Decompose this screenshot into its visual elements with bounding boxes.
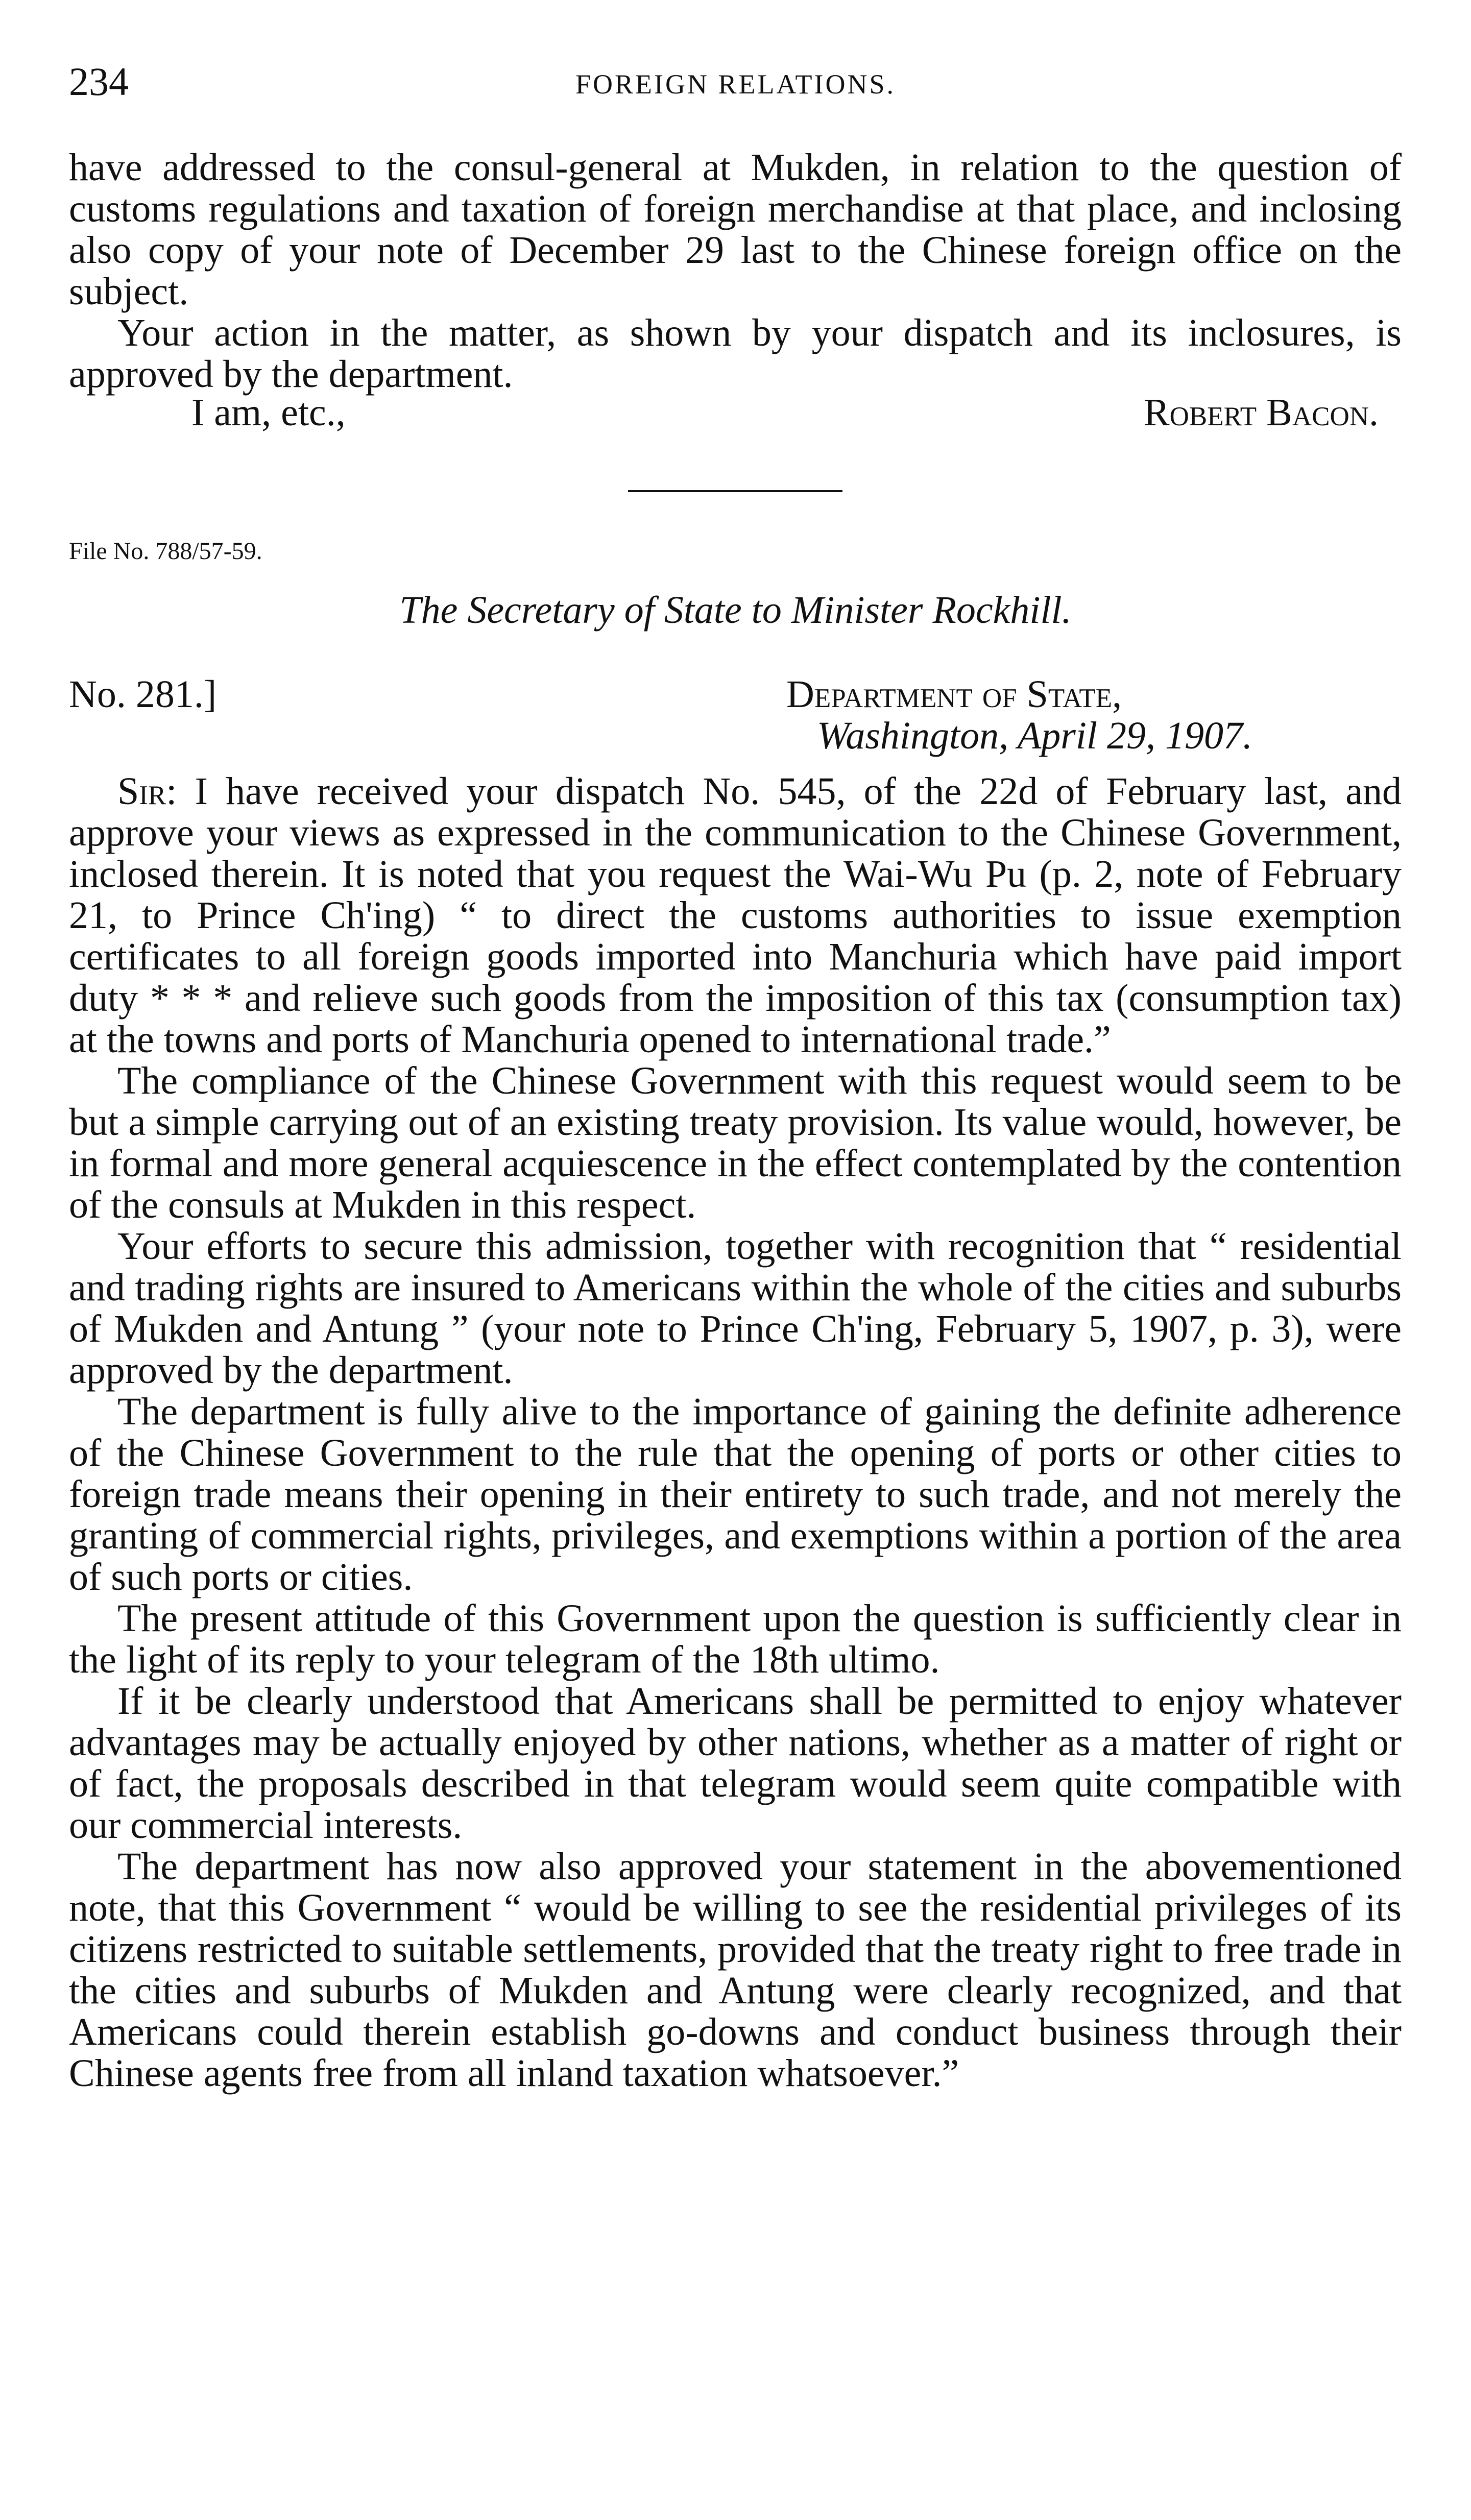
letter-paragraph-1-text: I have received your dispatch No. 545, of the 22d of February last, and approve your views as expressed in the communication to the Chinese Government, inclosed therein. It is noted that you request the Wai-Wu Pu (p. 2, note of February 21, to Prince Ch'ing) “ to direct the customs authorities to issue exemption certificates to all foreign goods imported into Manchuria which have paid import duty * * * and relieve such goods from the imposition of this tax (consumption tax) at the towns and ports of Manchuria opened to international trade.” <box>69 770 1402 1061</box>
previous-letter-body <box>69 147 1402 395</box>
salutation-word: Sir: <box>117 770 177 813</box>
letter-paragraph-2: The compliance of the Chinese Government with this request would seem to be but a simple carrying out of an existing treaty provision. Its value would, however, be in formal and more general acquiescence in the effect contemplated by the contention of the consuls at Mukden in this respect. <box>69 1059 1402 1226</box>
section-divider <box>628 490 842 492</box>
letter-paragraph-4: The department is fully alive to the importance of gaining the definite adherence of the Chinese Government to the rule that the opening of ports or other cities to foreign trade means their opening in their entirety to such trade, and not merely the granting of commercial rights, privileges, and exemptions within a portion of the area of such ports or cities. <box>69 1390 1402 1598</box>
letter-body <box>69 771 1402 2094</box>
dateline <box>786 674 1252 757</box>
letter-paragraph-6: If it be clearly understood that Americans shall be permitted to enjoy whatever advantages may be actually enjoyed by other nations, whether as a matter of right or of fact, the proposals described in that telegram would seem quite compatible with our commercial interests. <box>69 1680 1402 1847</box>
page-number: 234 <box>69 59 129 104</box>
previous-letter-paragraph-1: have addressed to the consul-general at Mukden, in relation to the question of customs regulations and taxation of foreign merchandise at that place, and inclosing also copy of your note of December 29 last to the Chinese foreign office on the subject. <box>69 146 1402 313</box>
letter-paragraph-3: Your efforts to secure this admission, together with recognition that “ residential and trading rights are insured to Americans within the whole of the cities and suburbs of Mukden and Antung ” (your note to Prince Ch'ing, February 5, 1907, p. 3), were approved by the department. <box>69 1225 1402 1392</box>
dateline-office: Department of State, <box>786 673 1122 716</box>
letter-paragraph-1 <box>69 771 1402 1060</box>
closing-salutation: I am, etc., <box>191 391 346 434</box>
letter-paragraph-5: The present attitude of this Government upon the question is sufficiently clear in the light of its reply to your telegram of the 18th ultimo. <box>69 1597 1402 1681</box>
letter-paragraph-7: The department has now also approved your statement in the abovementioned note, that this Government “ would be willing to see the residential privileges of its citizens restricted to suitable settlements, provided that the treaty right to free trade in the cities and suburbs of Mukden and Antung were clearly recognized, and that Americans could therein establish go-downs and conduct business through their Chinese agents free from all inland taxation whatsoever.” <box>69 1845 1402 2095</box>
previous-letter-closing <box>69 392 1402 438</box>
file-number: File No. 788/57-59. <box>69 538 262 565</box>
running-head <box>69 56 1402 112</box>
dateline-place-date: Washington, April 29, 1907. <box>817 714 1252 757</box>
previous-letter-paragraph-2: Your action in the matter, as shown by your dispatch and its inclosures, is approved by the department. <box>69 311 1402 396</box>
running-title: FOREIGN RELATIONS. <box>575 69 896 100</box>
signature: Robert Bacon. <box>1143 391 1379 434</box>
dispatch-number: No. 281.] <box>69 673 217 716</box>
document-heading: The Secretary of State to Minister Rockhill. <box>399 589 1072 632</box>
